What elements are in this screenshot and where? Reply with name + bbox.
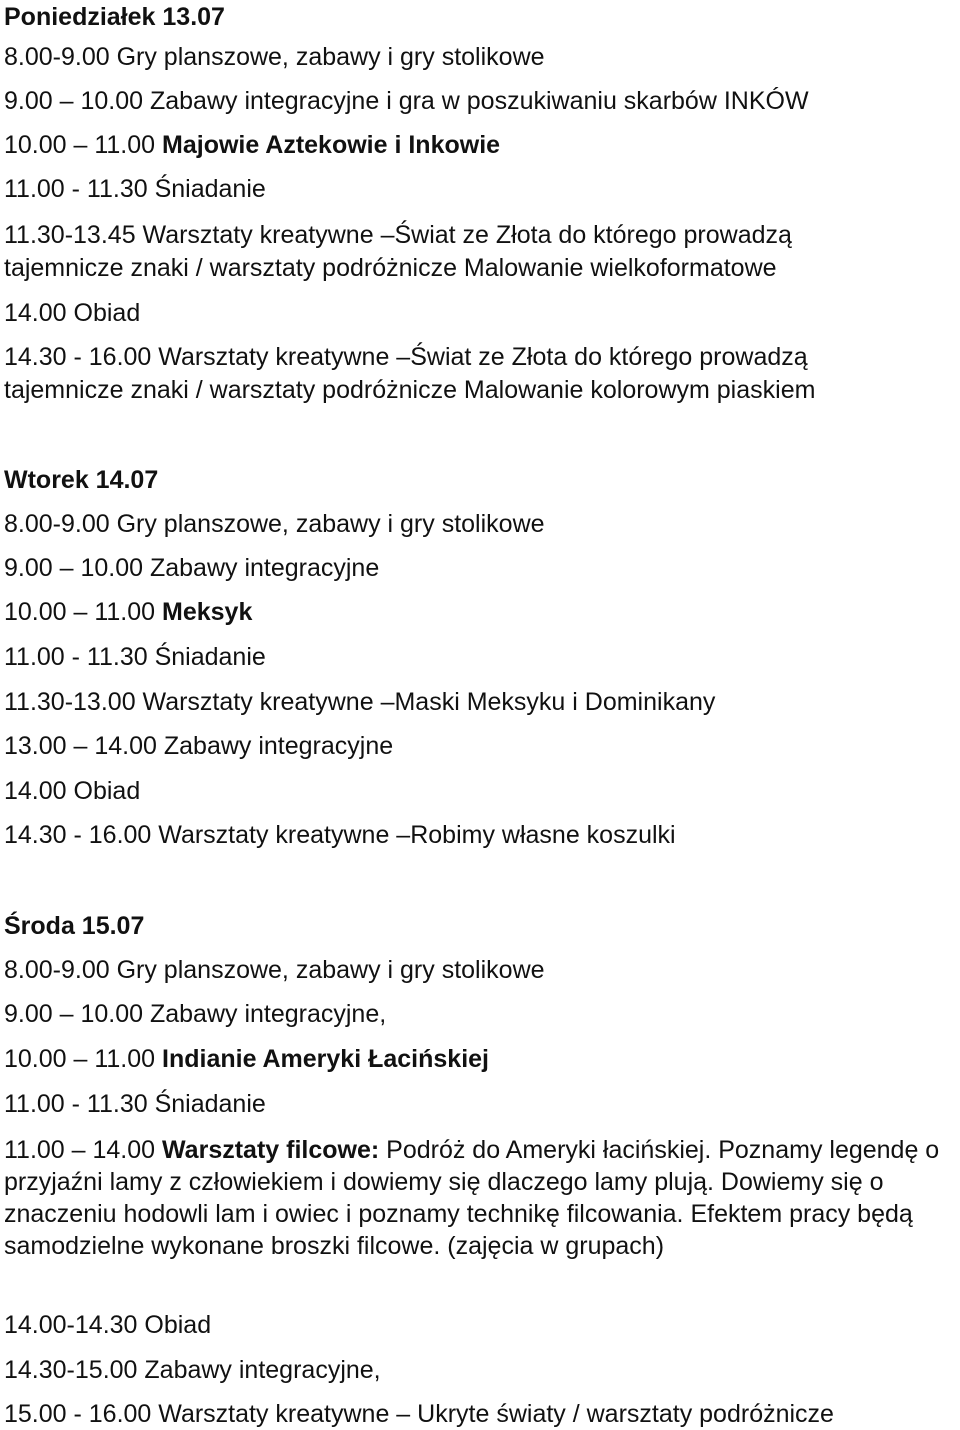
schedule-description: Podróż do Ameryki łacińskiej. Poznamy legendę o przyjaźni lamy z człowiekiem i dowiemy się dlaczego lamy plują. Dowiemy się o znaczeniu hodowli lam i owiec i poznamy technikę filcowania. Efektem pracy będą samodzielne wykonane broszki filcowe. (zajęcia w grupach) (4, 1136, 940, 1260)
schedule-item: 8.00-9.00 Gry planszowe, zabawy i gry stolikowe (4, 956, 545, 984)
schedule-item: 14.00-14.30 Obiad (4, 1311, 212, 1339)
schedule-item: 8.00-9.00 Gry planszowe, zabawy i gry stolikowe (4, 510, 545, 538)
schedule-item: 14.30-15.00 Zabawy integracyjne, (4, 1356, 381, 1384)
schedule-item: 15.00 - 16.00 Warsztaty kreatywne – Ukryte światy / warsztaty podróżnicze (4, 1400, 834, 1428)
schedule-item: 11.30-13.45 Warsztaty kreatywne –Świat ze Złota do którego prowadzą (4, 221, 792, 249)
schedule-title: Meksyk (162, 598, 253, 626)
schedule-item: 9.00 – 10.00 Zabawy integracyjne (4, 554, 380, 582)
schedule-item: 8.00-9.00 Gry planszowe, zabawy i gry stolikowe (4, 43, 545, 71)
schedule-item: 14.00 Obiad (4, 299, 141, 327)
schedule-item: 11.00 - 11.30 Śniadanie (4, 643, 266, 671)
schedule-item: 11.00 - 11.30 Śniadanie (4, 1090, 266, 1118)
schedule-time: 10.00 – 11.00 (4, 1045, 163, 1073)
schedule-item-continued: tajemnicze znaki / warsztaty podróżnicze Malowanie wielkoformatowe (4, 254, 777, 282)
day-heading-tuesday: Wtorek 14.07 (4, 466, 159, 494)
schedule-item: 14.30 - 16.00 Warsztaty kreatywne –Świat ze Złota do którego prowadzą (4, 343, 808, 371)
day-heading-wednesday: Środa 15.07 (4, 912, 145, 940)
schedule-item: 9.00 – 10.00 Zabawy integracyjne i gra w poszukiwaniu skarbów INKÓW (4, 87, 809, 115)
schedule-title: Warsztaty filcowe: (162, 1136, 380, 1164)
schedule-item: 14.30 - 16.00 Warsztaty kreatywne –Robimy własne koszulki (4, 821, 676, 849)
schedule-item: 14.00 Obiad (4, 777, 141, 805)
schedule-item (4, 130, 500, 160)
schedule-title: Indianie Ameryki Łacińskiej (162, 1045, 490, 1073)
schedule-time: 10.00 – 11.00 (4, 131, 163, 159)
schedule-item: 11.00 - 11.30 Śniadanie (4, 175, 266, 203)
day-heading-monday: Poniedziałek 13.07 (4, 3, 225, 31)
schedule-item-description (4, 1134, 956, 1262)
schedule-item-continued: tajemnicze znaki / warsztaty podróżnicze Malowanie kolorowym piaskiem (4, 376, 816, 404)
schedule-item: 13.00 – 14.00 Zabawy integracyjne (4, 732, 394, 760)
schedule-title: Majowie Aztekowie i Inkowie (162, 131, 501, 159)
schedule-time: 11.00 – 14.00 (4, 1136, 163, 1164)
schedule-item (4, 597, 252, 627)
schedule-item: 11.30-13.00 Warsztaty kreatywne –Maski Meksyku i Dominikany (4, 688, 716, 716)
schedule-item (4, 1044, 489, 1074)
schedule-item: 9.00 – 10.00 Zabawy integracyjne, (4, 1000, 387, 1028)
schedule-time: 10.00 – 11.00 (4, 598, 163, 626)
